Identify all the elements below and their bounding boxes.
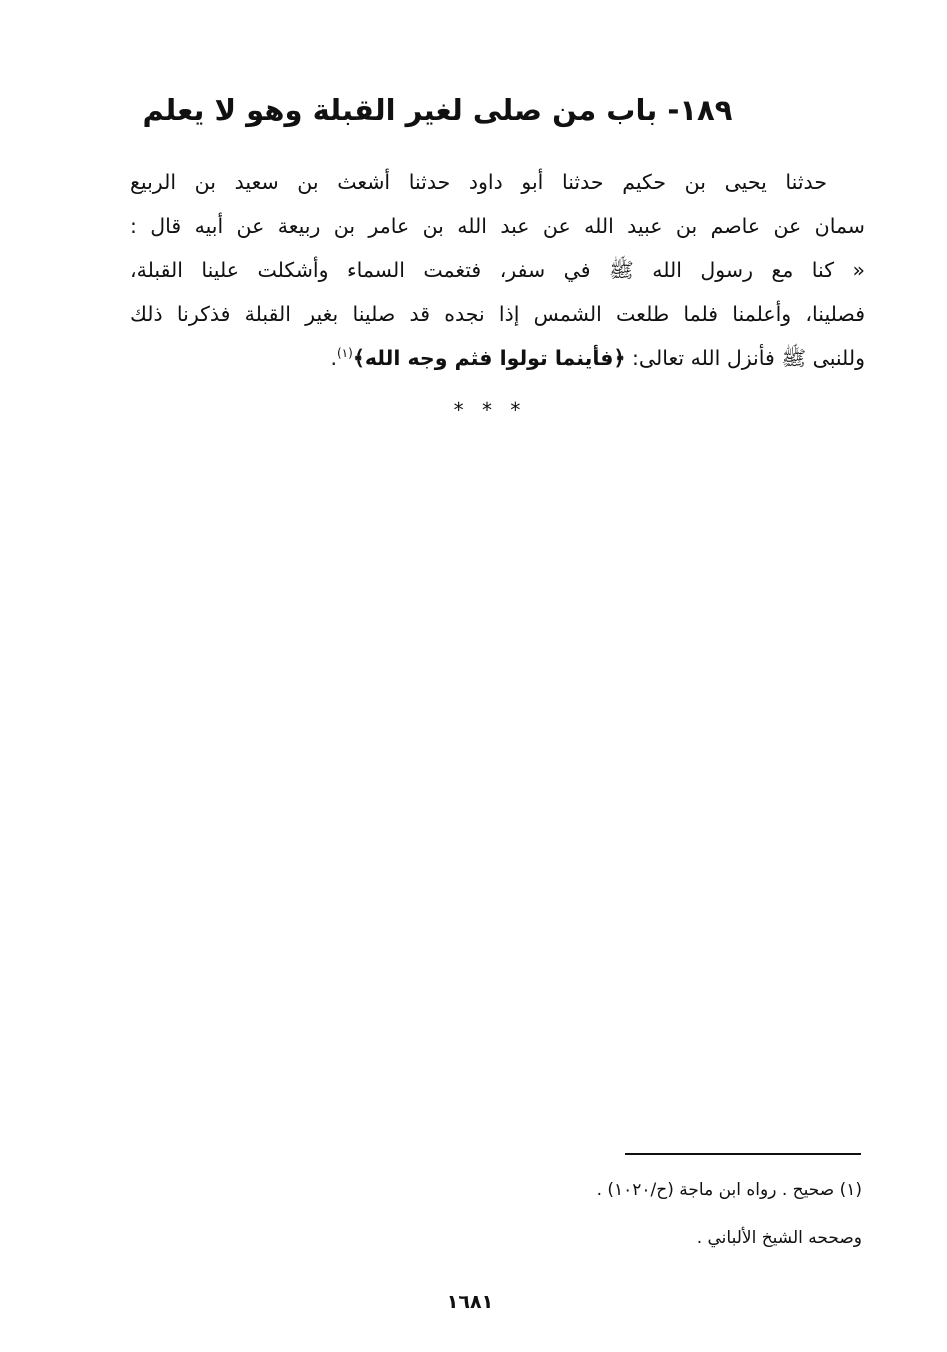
section-separator: * * * bbox=[453, 398, 527, 422]
text-line-5 bbox=[130, 336, 865, 380]
text-line-5-start: وللنبى ﷺ فأنزل الله تعالى: bbox=[632, 346, 865, 370]
page-number: ١٦٨١ bbox=[446, 1291, 494, 1313]
hadith-text bbox=[130, 160, 865, 380]
chapter-heading: ١٨٩- باب من صلى لغير القبلة وهو لا يعلم bbox=[142, 93, 733, 127]
text-line-1: حدثنا يحيى بن حكيم حدثنا أبو داود حدثنا أشعث بن سعيد بن الربيع bbox=[130, 170, 827, 194]
quran-quote: ﴿فأينما تولوا فثم وجه الله﴾ bbox=[352, 346, 626, 370]
footnote-1: (١) صحيح . رواه ابن ماجة (ح/١٠٢٠) . bbox=[596, 1180, 862, 1200]
footnote-reference: (١) bbox=[336, 346, 353, 361]
footnote-divider bbox=[625, 1153, 861, 1155]
text-line-3: « كنا مع رسول الله ﷺ في سفر، فتغمت السماء وأشكلت علينا القبلة، bbox=[130, 258, 865, 282]
text-line-4: فصلينا، وأعلمنا فلما طلعت الشمس إذا نجده قد صلينا بغير القبلة فذكرنا ذلك bbox=[130, 302, 865, 326]
footnote-2: وصححه الشيخ الألباني . bbox=[696, 1228, 862, 1248]
text-line-5-end: . bbox=[330, 346, 337, 370]
text-line-2: سمان عن عاصم بن عبيد الله عن عبد الله بن عامر بن ربيعة عن أبيه قال : bbox=[130, 214, 865, 238]
